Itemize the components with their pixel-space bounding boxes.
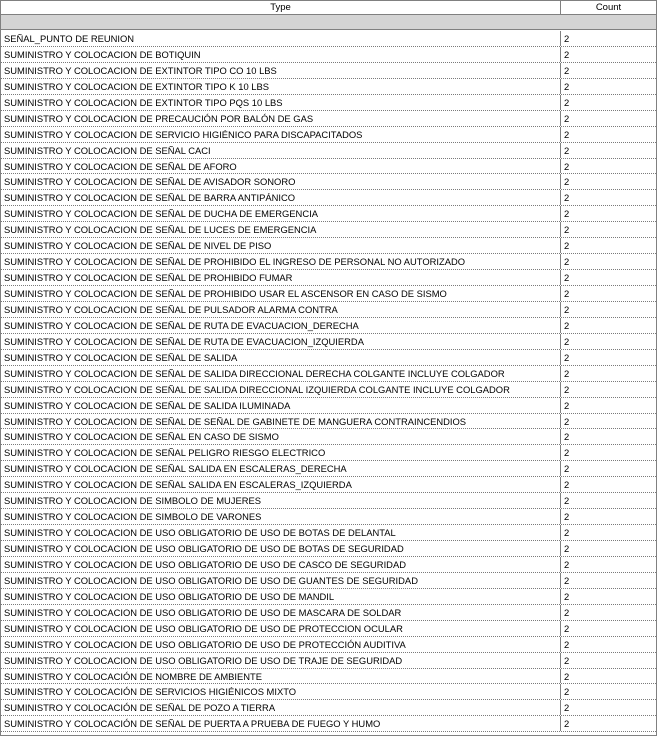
- table-row[interactable]: [1, 159, 656, 175]
- cell-count[interactable]: 2: [564, 96, 570, 108]
- column-header-type[interactable]: Type: [1, 1, 561, 14]
- table-row[interactable]: [1, 700, 656, 716]
- cell-count[interactable]: 2: [564, 176, 570, 188]
- cell-count[interactable]: 2: [564, 622, 570, 634]
- cell-count[interactable]: 2: [564, 367, 570, 379]
- cell-type[interactable]: SUMINISTRO Y COLOCACION DE SEÑAL DE PROHIBIDO USAR EL ASCENSOR EN CASO DE SISMO: [1, 286, 561, 301]
- table-row[interactable]: [1, 605, 656, 621]
- cell-type[interactable]: SUMINISTRO Y COLOCACION DE SEÑAL DE AVISADOR SONORO: [1, 174, 561, 189]
- cell-count[interactable]: 2: [564, 160, 570, 172]
- table-row[interactable]: [1, 31, 656, 47]
- cell-type[interactable]: SUMINISTRO Y COLOCACION DE SEÑAL DE NIVEL DE PISO: [1, 238, 561, 253]
- table-row[interactable]: [1, 206, 656, 222]
- table-row[interactable]: [1, 653, 656, 669]
- cell-count[interactable]: 2: [564, 351, 570, 363]
- cell-count[interactable]: 2: [564, 431, 570, 443]
- table-row[interactable]: [1, 270, 656, 286]
- cell-count[interactable]: 2: [564, 288, 570, 299]
- cell-type[interactable]: SUMINISTRO Y COLOCACION DE SEÑAL DE AFORO: [1, 159, 561, 174]
- cell-type[interactable]: SUMINISTRO Y COLOCACION DE SEÑAL SALIDA EN ESCALERAS_IZQUIERDA: [1, 477, 561, 492]
- cell-count[interactable]: 2: [564, 48, 570, 60]
- table-row[interactable]: [1, 79, 656, 95]
- cell-count[interactable]: 2: [564, 33, 570, 44]
- table-row[interactable]: [1, 190, 656, 206]
- cell-type[interactable]: SUMINISTRO Y COLOCACION DE SEÑAL DE RUTA DE EVACUACION_IZQUIERDA: [1, 334, 561, 349]
- table-row[interactable]: [1, 637, 656, 653]
- table-body: [1, 31, 656, 732]
- cell-type[interactable]: SUMINISTRO Y COLOCACION DE USO OBLIGATORIO DE USO DE GUANTES DE SEGURIDAD: [1, 573, 561, 588]
- cell-count[interactable]: 2: [564, 256, 570, 268]
- cell-type[interactable]: SUMINISTRO Y COLOCACION DE USO OBLIGATORIO DE USO DE BOTAS DE DELANTAL: [1, 525, 561, 540]
- table-row[interactable]: [1, 621, 656, 637]
- cell-type[interactable]: SUMINISTRO Y COLOCACIÓN DE SERVICIOS HIGIÉNICOS MIXTO: [1, 684, 561, 699]
- table-row[interactable]: [1, 238, 656, 254]
- cell-type[interactable]: SUMINISTRO Y COLOCACION DE SEÑAL EN CASO DE SISMO: [1, 429, 561, 444]
- cell-count[interactable]: 2: [564, 574, 570, 586]
- table-row[interactable]: [1, 350, 656, 366]
- table-row[interactable]: [1, 589, 656, 605]
- cell-type[interactable]: SUMINISTRO Y COLOCACION DE USO OBLIGATORIO DE USO DE BOTAS DE SEGURIDAD: [1, 541, 561, 556]
- cell-count[interactable]: 2: [564, 670, 570, 682]
- cell-count[interactable]: 2: [564, 558, 570, 570]
- cell-type[interactable]: SUMINISTRO Y COLOCACION DE SEÑAL DE BARRA ANTIPÁNICO: [1, 190, 561, 205]
- cell-type[interactable]: SUMINISTRO Y COLOCACION DE USO OBLIGATORIO DE USO DE MASCARA DE SOLDAR: [1, 605, 561, 620]
- cell-count[interactable]: 2: [564, 718, 570, 730]
- cell-type[interactable]: SUMINISTRO Y COLOCACION DE SEÑAL DE SALIDA DIRECCIONAL IZQUIERDA COLGANTE INCLUYE COLGADOR: [1, 382, 561, 397]
- table-row[interactable]: [1, 318, 656, 334]
- table-row[interactable]: [1, 493, 656, 509]
- table-row[interactable]: [1, 716, 656, 732]
- table-row[interactable]: [1, 541, 656, 557]
- cell-type[interactable]: SUMINISTRO Y COLOCACION DE SEÑAL DE DUCHA DE EMERGENCIA: [1, 206, 561, 221]
- cell-type[interactable]: SUMINISTRO Y COLOCACION DE SIMBOLO DE MUJERES: [1, 493, 561, 508]
- cell-count[interactable]: 2: [564, 144, 570, 156]
- cell-count[interactable]: 2: [564, 383, 570, 395]
- table-row[interactable]: [1, 366, 656, 382]
- cell-type[interactable]: SUMINISTRO Y COLOCACION DE SIMBOLO DE VARONES: [1, 509, 561, 524]
- table-row[interactable]: [1, 174, 656, 190]
- cell-count[interactable]: 2: [564, 112, 570, 124]
- cell-type[interactable]: SUMINISTRO Y COLOCACION DE USO OBLIGATORIO DE USO DE PROTECCIÓN AUDITIVA: [1, 637, 561, 652]
- cell-count[interactable]: 2: [564, 479, 570, 491]
- cell-type[interactable]: SUMINISTRO Y COLOCACION DE SERVICIO HIGIÉNICO PARA DISCAPACITADOS: [1, 127, 561, 142]
- cell-count[interactable]: 2: [564, 590, 570, 602]
- cell-count[interactable]: 2: [564, 64, 570, 76]
- table-row[interactable]: [1, 222, 656, 238]
- group-header-band: [1, 15, 656, 30]
- cell-count[interactable]: 2: [564, 319, 570, 331]
- table-row[interactable]: [1, 414, 656, 430]
- cell-type[interactable]: SUMINISTRO Y COLOCACION DE SEÑAL DE SALIDA: [1, 350, 561, 365]
- cell-count[interactable]: 2: [564, 208, 570, 220]
- cell-type[interactable]: SUMINISTRO Y COLOCACION DE SEÑAL DE SEÑAL DE GABINETE DE MANGUERA CONTRAINCENDIOS: [1, 414, 561, 429]
- table-row[interactable]: [1, 334, 656, 350]
- cell-type[interactable]: SUMINISTRO Y COLOCACION DE SEÑAL DE SALIDA ILUMINADA: [1, 398, 561, 413]
- cell-count[interactable]: 2: [564, 447, 570, 459]
- cell-type[interactable]: SUMINISTRO Y COLOCACION DE EXTINTOR TIPO PQS 10 LBS: [1, 95, 561, 110]
- table-row[interactable]: [1, 63, 656, 79]
- cell-type[interactable]: SUMINISTRO Y COLOCACION DE SEÑAL DE RUTA DE EVACUACION_DERECHA: [1, 318, 561, 333]
- table-row[interactable]: [1, 669, 656, 685]
- cell-type[interactable]: SUMINISTRO Y COLOCACION DE EXTINTOR TIPO K 10 LBS: [1, 79, 561, 94]
- table-row[interactable]: [1, 461, 656, 477]
- cell-type[interactable]: SUMINISTRO Y COLOCACION DE SEÑAL DE PULSADOR ALARMA CONTRA: [1, 302, 561, 317]
- table-row[interactable]: [1, 445, 656, 461]
- cell-type[interactable]: SUMINISTRO Y COLOCACION DE PRECAUCIÓN POR BALÓN DE GAS: [1, 111, 561, 126]
- cell-type[interactable]: SUMINISTRO Y COLOCACION DE USO OBLIGATORIO DE USO DE CASCO DE SEGURIDAD: [1, 557, 561, 572]
- cell-count[interactable]: 2: [564, 224, 570, 236]
- table-row[interactable]: [1, 557, 656, 573]
- table-row[interactable]: [1, 111, 656, 127]
- cell-count[interactable]: 2: [564, 272, 570, 284]
- cell-count[interactable]: 2: [564, 303, 570, 315]
- cell-count[interactable]: 2: [564, 543, 570, 554]
- cell-type[interactable]: SUMINISTRO Y COLOCACIÓN DE NOMBRE DE AMBIENTE: [1, 669, 561, 684]
- table-row[interactable]: [1, 302, 656, 318]
- cell-type[interactable]: SUMINISTRO Y COLOCACION DE EXTINTOR TIPO CO 10 LBS: [1, 63, 561, 78]
- table-row[interactable]: [1, 477, 656, 493]
- cell-type[interactable]: SUMINISTRO Y COLOCACION DE SEÑAL SALIDA EN ESCALERAS_DERECHA: [1, 461, 561, 476]
- cell-count[interactable]: 2: [564, 495, 570, 507]
- cell-type[interactable]: SUMINISTRO Y COLOCACION DE SEÑAL DE LUCES DE EMERGENCIA: [1, 222, 561, 237]
- cell-count[interactable]: 2: [564, 128, 570, 140]
- table-row[interactable]: [1, 525, 656, 541]
- cell-count[interactable]: 2: [564, 463, 570, 475]
- cell-type[interactable]: SUMINISTRO Y COLOCACION DE SEÑAL CACI: [1, 143, 561, 158]
- cell-count[interactable]: 2: [564, 527, 570, 539]
- cell-count[interactable]: 2: [564, 686, 570, 698]
- cell-count[interactable]: 2: [564, 335, 570, 347]
- cell-type[interactable]: SUMINISTRO Y COLOCACION DE SEÑAL PELIGRO RIESGO ELECTRICO: [1, 445, 561, 460]
- cell-type[interactable]: SUMINISTRO Y COLOCACION DE SEÑAL DE SALIDA DIRECCIONAL DERECHA COLGANTE INCLUYE COLGADOR: [1, 366, 561, 381]
- table-row[interactable]: [1, 127, 656, 143]
- cell-count[interactable]: 2: [564, 415, 570, 427]
- cell-count[interactable]: 2: [564, 702, 570, 714]
- cell-type[interactable]: SUMINISTRO Y COLOCACIÓN DE SEÑAL DE PUERTA A PRUEBA DE FUEGO Y HUMO: [1, 716, 561, 731]
- cell-type[interactable]: SUMINISTRO Y COLOCACION DE SEÑAL DE PROHIBIDO FUMAR: [1, 270, 561, 285]
- table-header: [1, 0, 656, 15]
- cell-count[interactable]: 2: [564, 399, 570, 411]
- table-row[interactable]: [1, 573, 656, 589]
- table-row[interactable]: [1, 429, 656, 445]
- table-row[interactable]: [1, 382, 656, 398]
- cell-count[interactable]: 2: [564, 511, 570, 523]
- table-row[interactable]: [1, 286, 656, 302]
- cell-type[interactable]: SUMINISTRO Y COLOCACION DE USO OBLIGATORIO DE USO DE TRAJE DE SEGURIDAD: [1, 653, 561, 668]
- cell-type[interactable]: SEÑAL_PUNTO DE REUNION: [1, 31, 561, 46]
- table-row[interactable]: [1, 47, 656, 63]
- cell-count[interactable]: 2: [564, 192, 570, 204]
- table-row[interactable]: [1, 509, 656, 525]
- column-header-count[interactable]: Count: [595, 2, 622, 13]
- table-row[interactable]: [1, 398, 656, 414]
- cell-count[interactable]: 2: [564, 638, 570, 650]
- cell-type[interactable]: SUMINISTRO Y COLOCACION DE SEÑAL DE PROHIBIDO EL INGRESO DE PERSONAL NO AUTORIZADO: [1, 254, 561, 269]
- table-row[interactable]: [1, 684, 656, 700]
- cell-type[interactable]: SUMINISTRO Y COLOCACION DE BOTIQUIN: [1, 47, 561, 62]
- cell-count[interactable]: 2: [564, 606, 570, 618]
- cell-type[interactable]: SUMINISTRO Y COLOCACIÓN DE SEÑAL DE POZO A TIERRA: [1, 700, 561, 715]
- table-row[interactable]: [1, 254, 656, 270]
- table-row[interactable]: [1, 143, 656, 159]
- table-row[interactable]: [1, 95, 656, 111]
- cell-type[interactable]: SUMINISTRO Y COLOCACION DE USO OBLIGATORIO DE USO DE PROTECCION OCULAR: [1, 621, 561, 636]
- cell-count[interactable]: 2: [564, 654, 570, 666]
- cell-count[interactable]: 2: [564, 240, 570, 252]
- cell-count[interactable]: 2: [564, 80, 570, 92]
- cell-type[interactable]: SUMINISTRO Y COLOCACION DE USO OBLIGATORIO DE USO DE MANDIL: [1, 589, 561, 604]
